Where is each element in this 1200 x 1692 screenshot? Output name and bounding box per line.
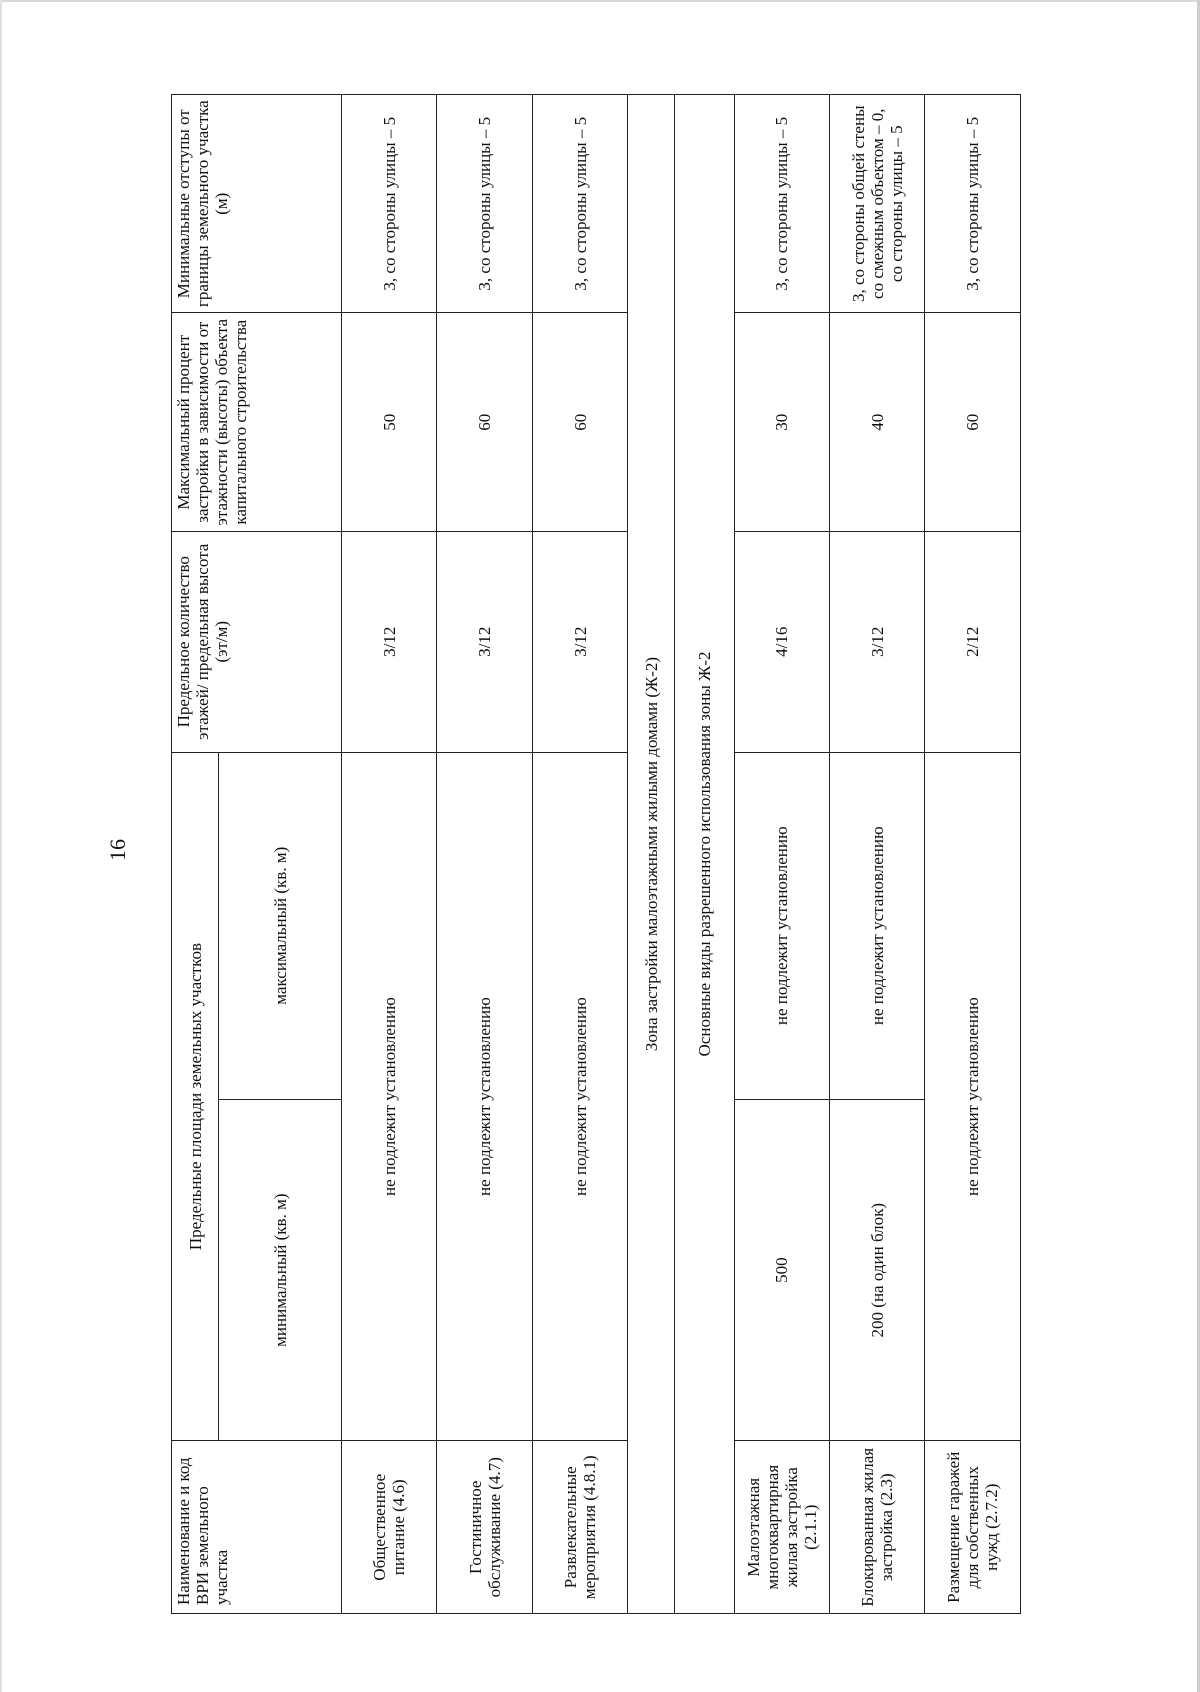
row-setback: 3, со стороны улицы – 5 — [532, 95, 627, 313]
row-setback: 3, со стороны улицы – 5 — [342, 95, 437, 313]
row-area: не подлежит установлению — [532, 752, 627, 1441]
row-setback: 3, со стороны улицы – 5 — [437, 95, 532, 313]
header-floors-height: Предельное количество этажей/ предельная высота (эт/м) — [172, 531, 342, 752]
row-max-area: не подлежит установлению — [830, 752, 925, 1099]
row-name: Развлекательные мероприятия (4.8.1) — [532, 1441, 627, 1614]
table-row — [734, 95, 829, 1614]
table-row — [342, 95, 437, 1614]
row-name: Общественное питание (4.6) — [342, 1441, 437, 1614]
row-min-area: 500 — [734, 1099, 829, 1441]
table-row — [437, 95, 532, 1614]
row-floors: 2/12 — [925, 531, 1021, 752]
subzone-title-row — [675, 95, 734, 1614]
row-coverage: 40 — [830, 313, 925, 531]
row-name: Малоэтажная многоквартирная жилая застройка (2.1.1) — [734, 1441, 829, 1614]
header-min-area: минимальный (кв. м) — [219, 1099, 342, 1441]
row-floors: 3/12 — [342, 531, 437, 752]
row-coverage: 50 — [342, 313, 437, 531]
row-name: Блокированная жилая застройка (2.3) — [830, 1441, 925, 1614]
row-area: не подлежит установлению — [925, 752, 1021, 1441]
row-floors: 3/12 — [437, 531, 532, 752]
table-header-row-1 — [172, 95, 219, 1614]
row-setback: 3, со стороны общей стены со смежным объектом – 0, со стороны улицы – 5 — [830, 95, 925, 313]
scan-edge-left — [0, 0, 2, 1692]
row-name: Гостиничное обслуживание (4.7) — [437, 1441, 532, 1614]
land-use-table — [171, 94, 1021, 1614]
subzone-title: Основные виды разрешенного использования зоны Ж-2 — [675, 95, 734, 1614]
row-min-area: 200 (на один блок) — [830, 1099, 925, 1441]
table-row — [925, 95, 1021, 1614]
row-name: Размещение гаражей для собственных нужд (2.7.2) — [925, 1441, 1021, 1614]
row-coverage: 60 — [437, 313, 532, 531]
zone-title-row — [628, 95, 675, 1614]
row-area: не подлежит установлению — [437, 752, 532, 1441]
rotated-table-container — [171, 94, 1021, 1614]
row-coverage: 60 — [925, 313, 1021, 531]
header-max-coverage: Максимальный процент застройки в зависимости от этажности (высоты) объекта капитального строительства — [172, 313, 342, 531]
row-floors: 3/12 — [830, 531, 925, 752]
table-row — [830, 95, 925, 1614]
scan-edge-top — [0, 0, 1200, 2]
header-area-limits: Предельные площади земельных участков — [172, 752, 219, 1441]
row-coverage: 30 — [734, 313, 829, 531]
header-name-code: Наименование и код ВРИ земельного участка — [172, 1441, 342, 1614]
row-area: не подлежит установлению — [342, 752, 437, 1441]
row-floors: 3/12 — [532, 531, 627, 752]
header-min-setback: Минимальные отступы от границы земельного участка (м) — [172, 95, 342, 313]
row-setback: 3, со стороны улицы – 5 — [734, 95, 829, 313]
row-floors: 4/16 — [734, 531, 829, 752]
header-max-area: максимальный (кв. м) — [219, 752, 342, 1099]
table-row — [532, 95, 627, 1614]
row-setback: 3, со стороны улицы – 5 — [925, 95, 1021, 313]
zone-title: Зона застройки малоэтажными жилыми домами (Ж-2) — [628, 95, 675, 1614]
page-number: 16 — [105, 839, 130, 861]
row-coverage: 60 — [532, 313, 627, 531]
row-max-area: не подлежит установлению — [734, 752, 829, 1099]
